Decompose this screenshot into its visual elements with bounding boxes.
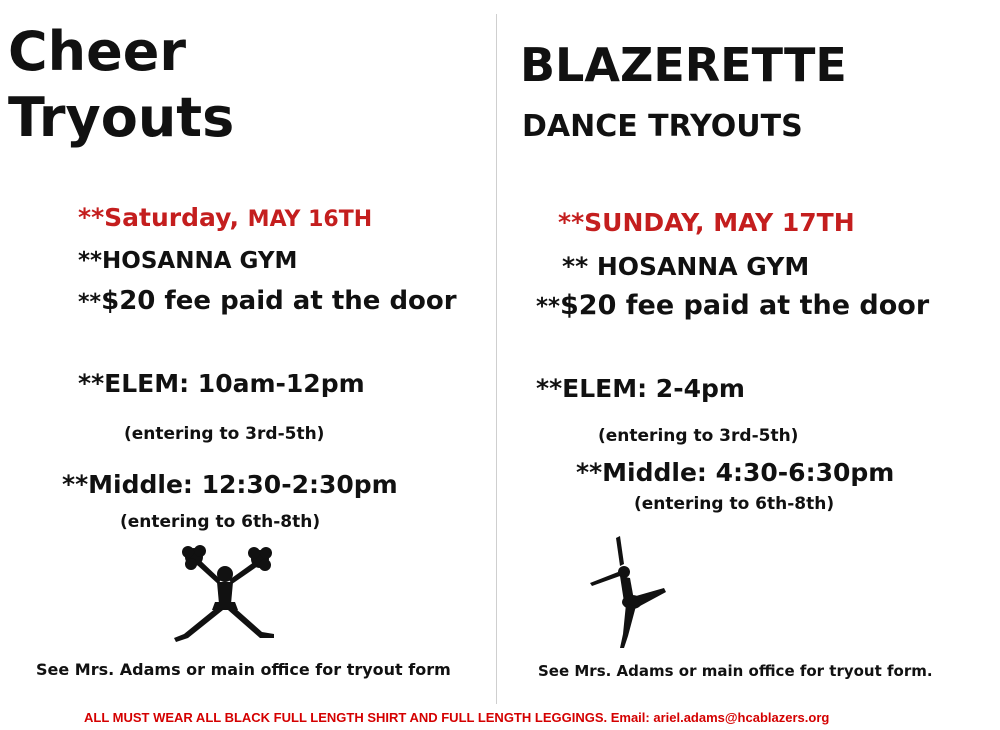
dance-elem-time: **ELEM: 2-4pm xyxy=(536,374,745,403)
dance-middle-time: **Middle: 4:30-6:30pm xyxy=(576,458,895,487)
cheer-middle-time: **Middle: 12:30-2:30pm xyxy=(62,470,398,499)
footer-notice: ALL MUST WEAR ALL BLACK FULL LENGTH SHIRT AND FULL LENGTH LEGGINGS. Email: ariel.adams@hcablazers.org xyxy=(84,710,830,725)
dance-fee xyxy=(536,290,929,321)
column-divider xyxy=(496,14,497,704)
dance-location: ** HOSANNA GYM xyxy=(562,252,810,281)
cheer-title-line2: Tryouts xyxy=(8,86,235,149)
dance-fee-text: $20 fee paid at the door xyxy=(560,290,930,321)
cheer-date-prefix: **Saturday, xyxy=(78,203,239,232)
cheer-contact: See Mrs. Adams or main office for tryout form xyxy=(36,660,451,679)
cheer-date-suffix: MAY 16TH xyxy=(247,207,373,232)
cheer-title-line1: Cheer xyxy=(8,20,186,83)
dance-contact: See Mrs. Adams or main office for tryout form. xyxy=(538,662,933,680)
cheer-date xyxy=(78,203,372,232)
dance-title-line1: BLAZERETTE xyxy=(520,38,847,92)
cheer-fee-stars: ** xyxy=(78,289,102,315)
cheer-fee-text: $20 fee paid at the door xyxy=(101,286,457,316)
dance-title-line2: DANCE TRYOUTS xyxy=(522,109,803,144)
dance-elem-grades: (entering to 3rd-5th) xyxy=(598,426,799,446)
cheerleader-silhouette-icon xyxy=(168,540,280,648)
dance-middle-grades: (entering to 6th-8th) xyxy=(634,494,835,514)
dance-date: **SUNDAY, MAY 17TH xyxy=(558,208,855,237)
dancer-silhouette-icon xyxy=(586,536,670,650)
cheer-elem-grades: (entering to 3rd-5th) xyxy=(124,424,325,444)
cheer-middle-grades: (entering to 6th-8th) xyxy=(120,512,321,532)
cheer-location: **HOSANNA GYM xyxy=(78,248,298,274)
cheer-elem-time: **ELEM: 10am-12pm xyxy=(78,369,365,398)
cheer-fee xyxy=(78,286,457,316)
dance-fee-stars: ** xyxy=(536,294,560,320)
